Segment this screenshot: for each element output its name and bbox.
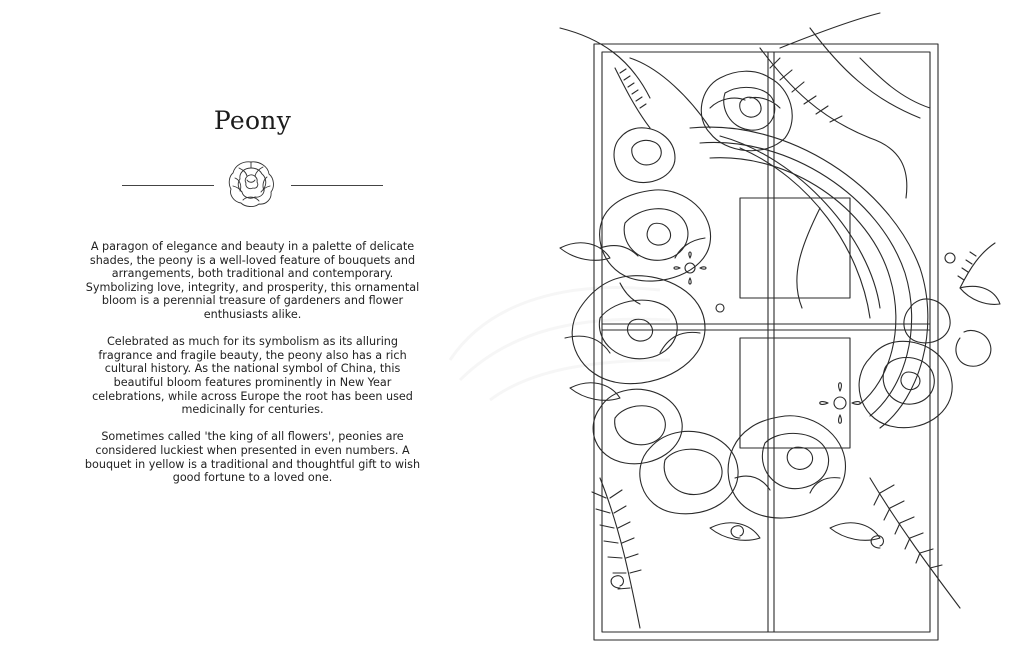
paragraph-2: Celebrated as much for its symbolism as its alluring fragrance and fragile beauty, the peony also has a rich cultural history. As the national symbol of China, this beautiful bloom features prominently in New Year celebrations, while across Europe the root has been used medicinally for centuries. [92,335,413,417]
peony-wreath-illustration [540,8,1020,650]
title-ornament [118,152,386,214]
right-page [510,0,1020,657]
divider-right [291,185,383,186]
paragraph-1: A paragon of elegance and beauty in a palette of delicate shades, the peony is a well-loved feature of bouquets and arrangements, both traditional and contemporary. Symbolizing love, integrity, and prosperity, this ornamental bloom is a perennial treasure of gardeners and flower enthusiasts alike. [85,240,420,321]
page-title: Peony [213,106,292,135]
description-text [80,240,425,498]
paragraph-3: Sometimes called 'the king of all flowers', peonies are considered luckiest when presented in even numbers. A bouquet in yellow is a traditional and thoughtful gift to wish good fortune to a loved one. [84,430,421,485]
divider-left [122,185,214,186]
peony-icon [223,156,279,210]
